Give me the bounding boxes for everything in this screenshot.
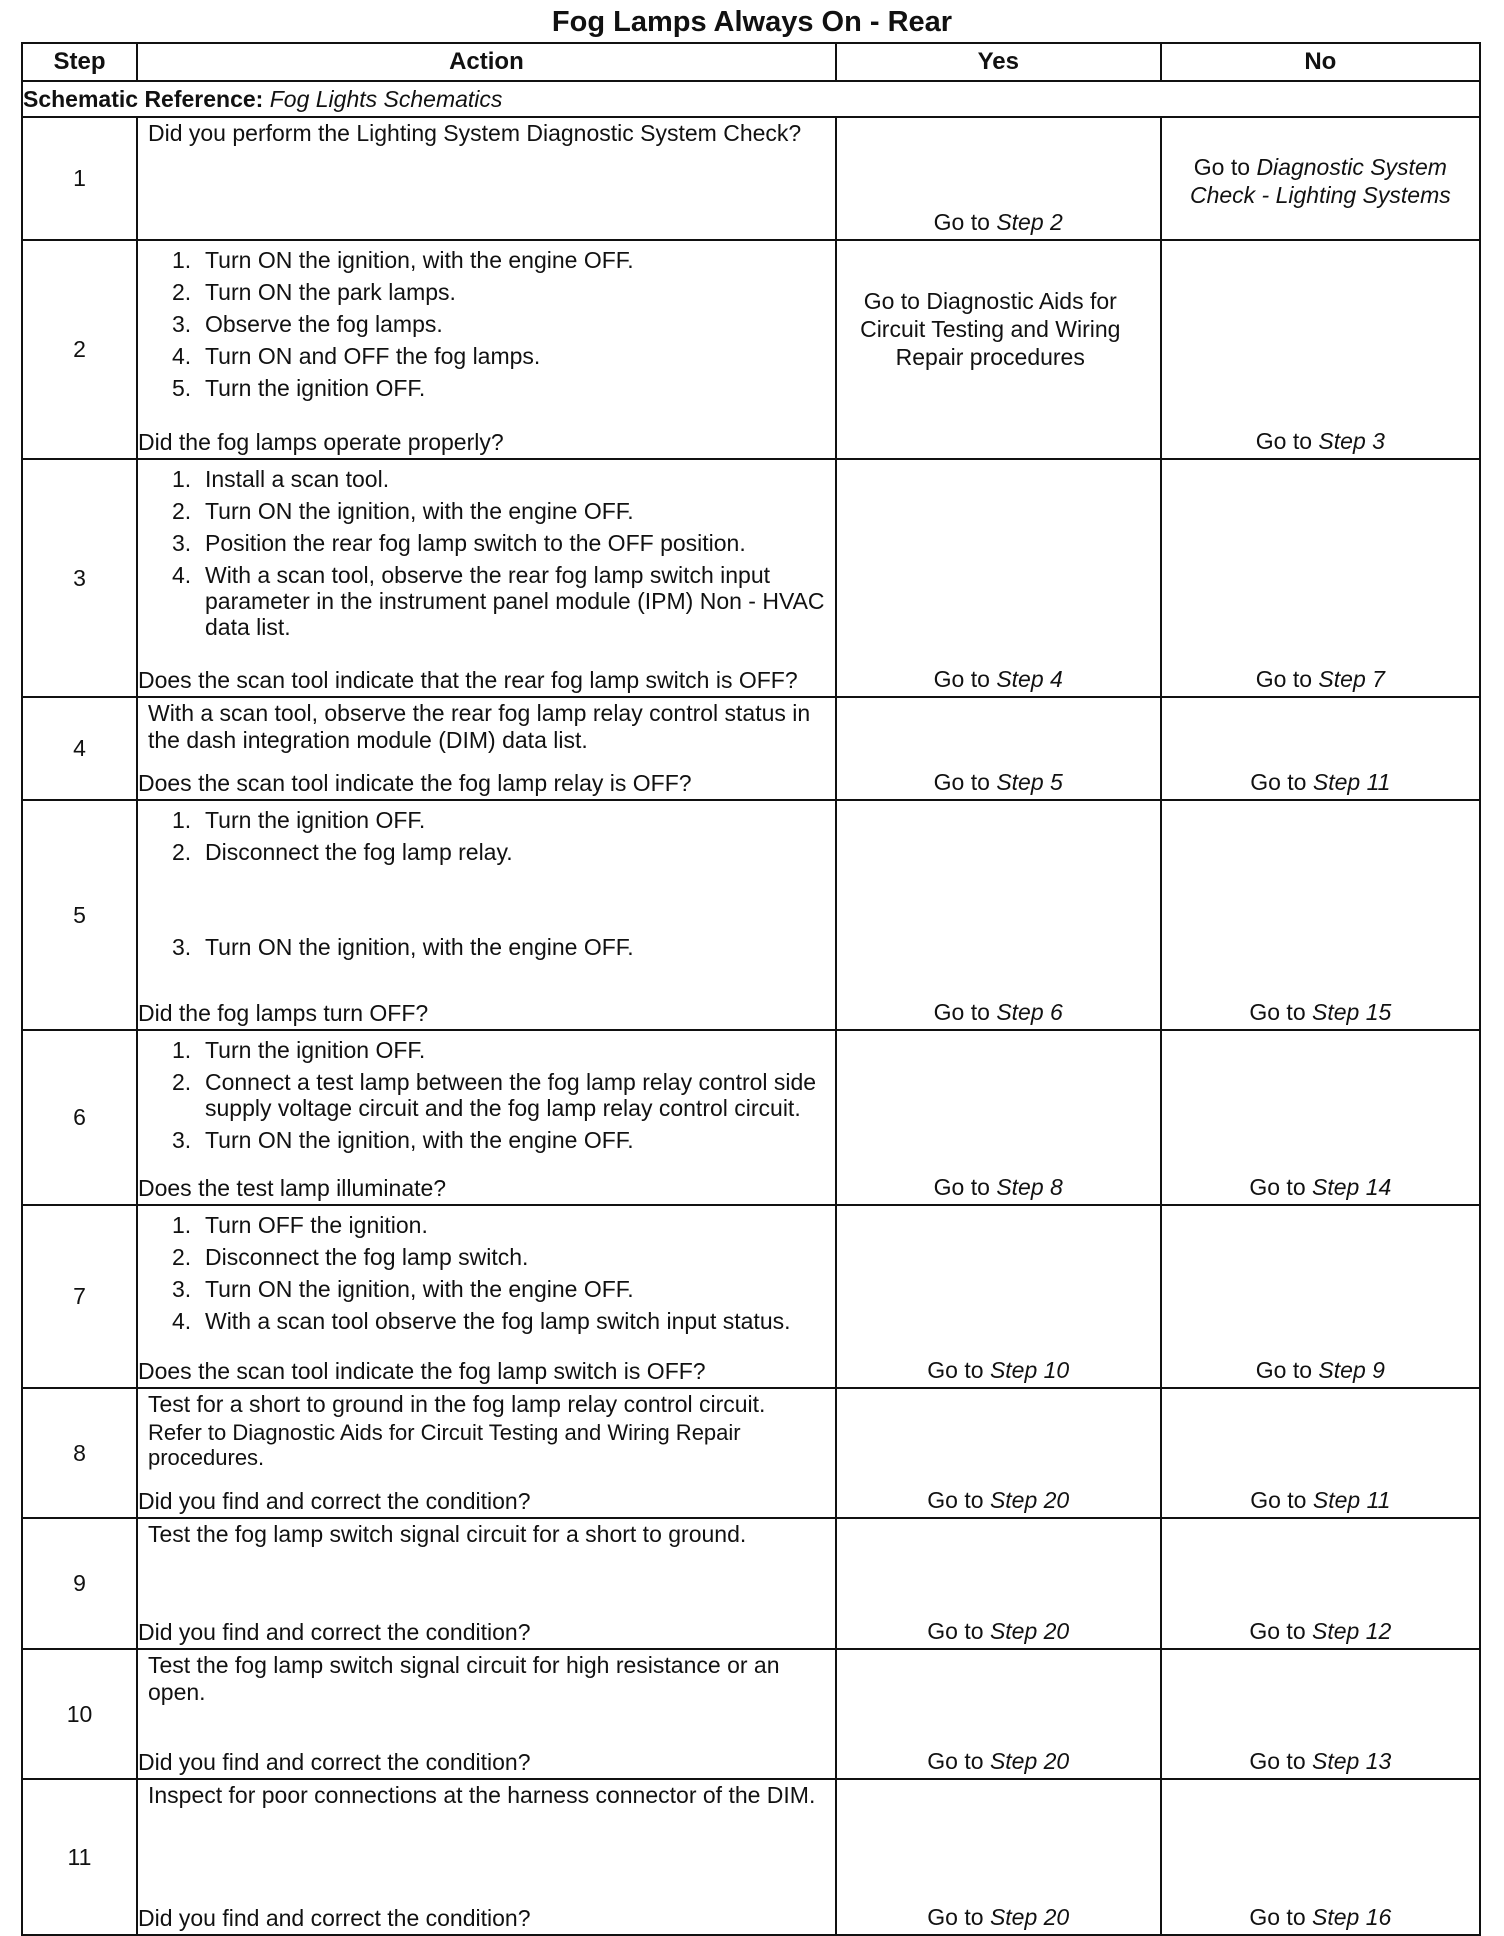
list-item: 5. Turn the ignition OFF. — [171, 375, 426, 401]
action-text: Test for a short to ground in the fog lamp relay control circuit. — [147, 1391, 766, 1417]
table-row — [22, 1649, 1480, 1779]
list-item: 3. Position the rear fog lamp switch to the OFF position. — [171, 530, 746, 556]
no-cell — [1161, 1205, 1480, 1388]
action-list — [148, 807, 825, 960]
action-list — [148, 466, 825, 640]
no-cell — [1161, 1779, 1480, 1935]
step-number: 1 — [22, 117, 137, 240]
header-row — [22, 43, 1480, 81]
header-action: Action — [137, 43, 836, 81]
action-cell — [137, 240, 836, 459]
list-item: 4. With a scan tool observe the fog lamp switch input status. — [171, 1308, 791, 1334]
action-cell — [137, 697, 836, 800]
list-item: 2. Connect a test lamp between the fog lamp relay control side supply voltage circuit and the fog lamp relay control circuit. — [171, 1069, 817, 1121]
no-cell — [1161, 117, 1480, 240]
list-item: 1. Turn the ignition OFF. — [171, 807, 426, 833]
step-number: 6 — [22, 1030, 137, 1205]
list-item: 1. Turn OFF the ignition. — [171, 1212, 428, 1238]
table-row — [22, 1388, 1480, 1518]
no-cell — [1161, 1388, 1480, 1518]
no-link[interactable]: Go to Step 9 — [1255, 1357, 1385, 1383]
list-item: 1. Turn the ignition OFF. — [171, 1037, 426, 1063]
no-link[interactable]: Go to Diagnostic System Check - Lighting Systems — [1189, 153, 1451, 208]
list-item: 1. Install a scan tool. — [171, 466, 390, 492]
step-number: 5 — [22, 800, 137, 1030]
schematic-reference-label: Schematic Reference: — [23, 85, 264, 112]
table-row — [22, 117, 1480, 240]
action-question: Did you find and correct the condition? — [137, 1905, 531, 1931]
list-item: 4. Turn ON and OFF the fog lamps. — [171, 343, 541, 369]
step-number: 10 — [22, 1649, 137, 1779]
yes-cell — [836, 1205, 1161, 1388]
action-text: Inspect for poor connections at the harness connector of the DIM. — [147, 1782, 816, 1808]
list-item: 2. Turn ON the park lamps. — [171, 279, 456, 305]
page-title: Fog Lamps Always On - Rear — [551, 6, 953, 38]
action-question: Did you find and correct the condition? — [137, 1749, 531, 1775]
no-link[interactable]: Go to Step 12 — [1249, 1618, 1392, 1644]
step-number: 7 — [22, 1205, 137, 1388]
action-text: With a scan tool, observe the rear fog lamp relay control status in the dash integration module (DIM) data list. — [147, 700, 811, 753]
no-cell — [1161, 240, 1480, 459]
step-number: 11 — [22, 1779, 137, 1935]
action-reference-text: Refer to Diagnostic Aids for Circuit Testing and Wiring Repair procedures. — [147, 1420, 741, 1470]
no-link[interactable]: Go to Step 11 — [1250, 769, 1391, 795]
step-number: 3 — [22, 459, 137, 697]
step-number: 2 — [22, 240, 137, 459]
yes-cell — [836, 1779, 1161, 1935]
list-item: 3. Turn ON the ignition, with the engine OFF. — [171, 1127, 634, 1153]
step-number: 8 — [22, 1388, 137, 1518]
action-question: Does the scan tool indicate the fog lamp relay is OFF? — [137, 770, 692, 796]
yes-cell — [836, 459, 1161, 697]
no-link[interactable]: Go to Step 14 — [1249, 1174, 1392, 1200]
yes-link[interactable]: Go to Step 6 — [933, 999, 1063, 1025]
list-item: 3. Turn ON the ignition, with the engine OFF. — [171, 934, 634, 960]
yes-cell — [836, 800, 1161, 1030]
action-cell — [137, 800, 836, 1030]
yes-link[interactable]: Go to Step 20 — [927, 1748, 1070, 1774]
list-item: 3. Turn ON the ignition, with the engine OFF. — [171, 1276, 634, 1302]
yes-cell — [836, 1388, 1161, 1518]
action-question: Did you find and correct the condition? — [137, 1619, 531, 1645]
table-row — [22, 1779, 1480, 1935]
table-row — [22, 1205, 1480, 1388]
yes-link[interactable]: Go to Step 2 — [933, 209, 1063, 235]
list-item: 3. Observe the fog lamps. — [171, 311, 443, 337]
action-question: Did the fog lamps turn OFF? — [137, 1000, 429, 1026]
no-link[interactable]: Go to Step 15 — [1249, 999, 1392, 1025]
action-cell — [137, 117, 836, 240]
yes-cell — [836, 1518, 1161, 1649]
header-no: No — [1161, 43, 1480, 81]
diagnostic-table — [21, 42, 1481, 1936]
action-list — [148, 247, 825, 401]
schematic-reference — [22, 81, 1480, 117]
action-text: Test the fog lamp switch signal circuit for a short to ground. — [147, 1521, 747, 1547]
no-cell — [1161, 697, 1480, 800]
no-link[interactable]: Go to Step 11 — [1250, 1487, 1391, 1513]
action-cell — [137, 1649, 836, 1779]
no-link[interactable]: Go to Step 16 — [1249, 1904, 1392, 1930]
yes-link[interactable]: Go to Step 5 — [933, 769, 1063, 795]
table-row — [22, 1030, 1480, 1205]
no-cell — [1161, 1030, 1480, 1205]
action-question: Did you find and correct the condition? — [137, 1488, 531, 1514]
action-question: Does the scan tool indicate the fog lamp switch is OFF? — [137, 1358, 706, 1384]
schematic-reference-row — [22, 81, 1480, 117]
yes-link[interactable]: Go to Step 10 — [927, 1357, 1070, 1383]
no-link[interactable]: Go to Step 7 — [1255, 666, 1385, 692]
list-item: 2. Turn ON the ignition, with the engine OFF. — [171, 498, 634, 524]
list-item: 2. Disconnect the fog lamp relay. — [171, 839, 513, 865]
table-row — [22, 800, 1480, 1030]
action-cell — [137, 1388, 836, 1518]
table-row — [22, 240, 1480, 459]
no-link[interactable]: Go to Step 13 — [1249, 1748, 1392, 1774]
header-yes: Yes — [836, 43, 1161, 81]
header-step: Step — [22, 43, 137, 81]
list-item: 2. Disconnect the fog lamp switch. — [171, 1244, 529, 1270]
step-number: 9 — [22, 1518, 137, 1649]
yes-cell — [836, 240, 1161, 459]
action-question: Does the scan tool indicate that the rear fog lamp switch is OFF? — [137, 667, 798, 693]
action-question: Did the fog lamps operate properly? — [137, 429, 504, 455]
action-cell — [137, 1205, 836, 1388]
yes-cell — [836, 1649, 1161, 1779]
yes-link[interactable]: Go to Step 20 — [927, 1618, 1070, 1644]
table-row — [22, 1518, 1480, 1649]
step-number: 4 — [22, 697, 137, 800]
action-list — [148, 1212, 825, 1334]
yes-link[interactable]: Go to Step 8 — [933, 1174, 1063, 1200]
table-row — [22, 697, 1480, 800]
no-cell — [1161, 1518, 1480, 1649]
action-cell — [137, 1518, 836, 1649]
list-item: 1. Turn ON the ignition, with the engine OFF. — [171, 247, 634, 273]
yes-cell — [836, 1030, 1161, 1205]
action-question: Does the test lamp illuminate? — [137, 1175, 447, 1201]
action-cell — [137, 459, 836, 697]
no-cell — [1161, 459, 1480, 697]
no-cell — [1161, 1649, 1480, 1779]
no-link[interactable]: Go to Step 3 — [1255, 428, 1385, 454]
schematic-reference-link[interactable]: Fog Lights Schematics — [269, 85, 503, 112]
no-cell — [1161, 800, 1480, 1030]
action-cell — [137, 1030, 836, 1205]
list-item: 4. With a scan tool, observe the rear fog lamp switch input parameter in the instrument panel module (IPM) Non - HVAC data list. — [171, 562, 825, 640]
yes-cell — [836, 117, 1161, 240]
yes-link[interactable]: Go to Diagnostic Aids for Circuit Testing and Wiring Repair procedures — [860, 288, 1121, 370]
yes-link[interactable]: Go to Step 20 — [927, 1904, 1070, 1930]
action-list — [148, 1037, 825, 1153]
yes-cell — [836, 697, 1161, 800]
yes-link[interactable]: Go to Step 20 — [927, 1487, 1070, 1513]
action-cell — [137, 1779, 836, 1935]
yes-link[interactable]: Go to Step 4 — [933, 666, 1063, 692]
action-text: Did you perform the Lighting System Diagnostic System Check? — [147, 120, 802, 146]
table-row — [22, 459, 1480, 697]
action-text: Test the fog lamp switch signal circuit for high resistance or an open. — [147, 1652, 780, 1705]
